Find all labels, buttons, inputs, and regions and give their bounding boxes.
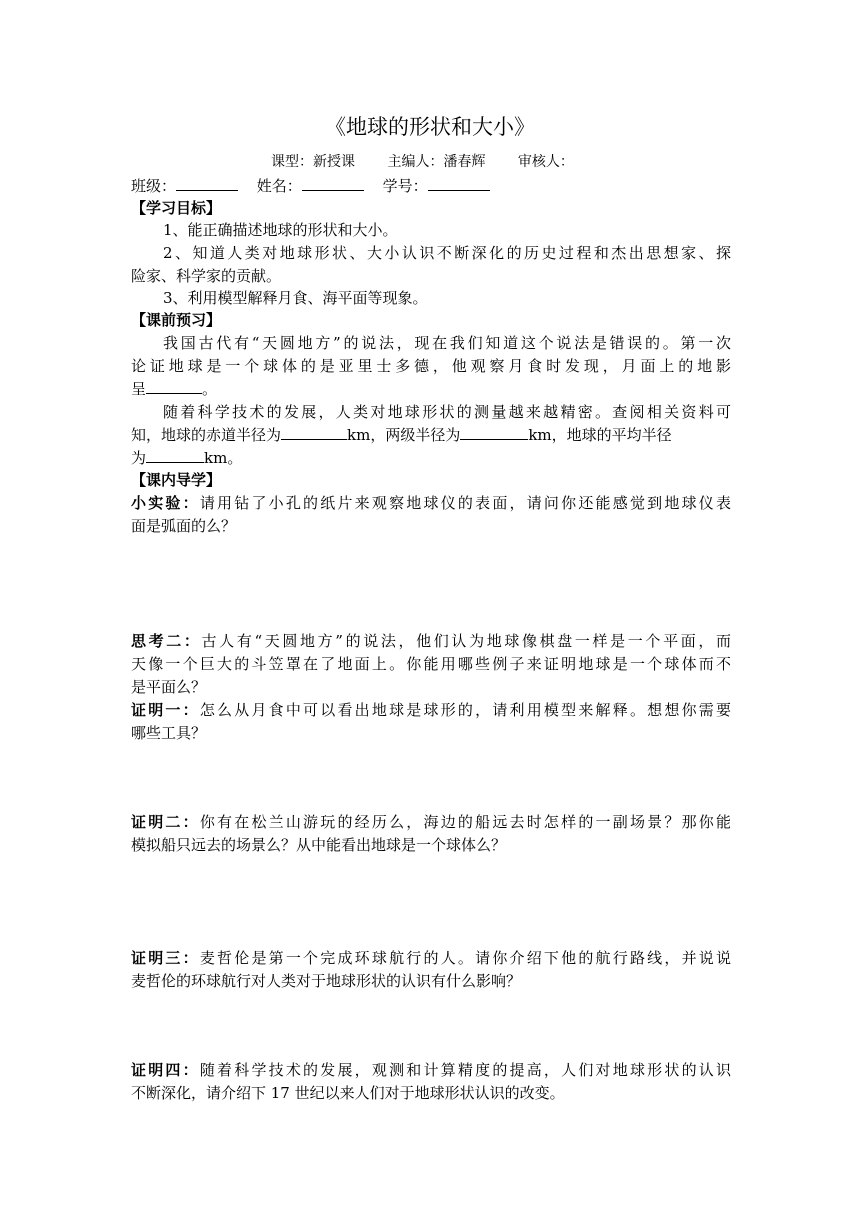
lesson-type: 课型：新授课	[271, 154, 355, 170]
think-line-2: 天像一个巨大的斗笠罩在了地面上。你能用哪些例子来证明地球是一个球体而不	[131, 655, 731, 673]
guide-heading: 【课内导学】	[131, 471, 222, 489]
objectives-heading: 【学习目标】	[131, 199, 222, 217]
proof-3-label: 证明三：	[131, 949, 200, 967]
preview-p2-line-1: 随着科学技术的发展，人类对地球形状的测量越来越精密。查阅相关资料可	[163, 403, 731, 421]
class-label: 班级：	[131, 177, 177, 195]
class-blank[interactable]	[176, 176, 238, 191]
think-line-3: 是平面么？	[131, 678, 207, 696]
experiment-line-2: 面是弧面的么？	[131, 517, 237, 535]
polar-radius-text: km，两级半径为	[347, 426, 461, 444]
proof-1-label: 证明一：	[131, 701, 200, 719]
objective-1: 1、能正确描述地球的形状和大小。	[163, 221, 398, 239]
think-text: 古人有“天圆地方”的说法，他们认为地球像棋盘一样是一个平面，而	[201, 632, 731, 650]
think-line-1	[131, 630, 731, 652]
preview-p1-line-1: 我国古代有“天圆地方”的说法，现在我们知道这个说法是错误的。第一次	[163, 334, 731, 352]
objective-2-line-2: 险家、科学家的贡献。	[131, 267, 282, 285]
proof-3-text: 麦哲伦是第一个完成环球航行的人。请你介绍下他的航行路线，并说说	[199, 949, 731, 967]
proof-2-line-2: 模拟船只远去的场景么？从中能看出地球是一个球体么？	[131, 836, 507, 854]
proof-4-label: 证明四：	[131, 1061, 200, 1079]
earth-shadow-blank[interactable]	[146, 379, 202, 394]
proof-3-line-1	[131, 947, 731, 969]
number-blank[interactable]	[428, 176, 490, 191]
preview-p2-line-2	[131, 424, 731, 446]
reviewer: 审核人：	[517, 154, 574, 170]
preview-p1-end: 。	[202, 380, 218, 398]
think-label: 思考二：	[131, 632, 202, 650]
proof-1-text: 怎么从月食中可以看出地球是球形的，请利用模型来解释。想想你需要	[199, 701, 731, 719]
preview-p1-line-2: 论证地球是一个球体的是亚里士多德，他观察月食时发现，月面上的地影	[131, 357, 731, 375]
equator-radius-text: 知，地球的赤道半径为	[131, 426, 282, 444]
preview-p1-text: 呈	[131, 380, 147, 398]
mean-radius-text: km，地球的平均半径	[528, 426, 672, 444]
page-title: 《地球的形状和大小》	[325, 115, 535, 139]
proof-1-line-2: 哪些工具？	[131, 724, 207, 742]
editor: 主编人：潘春辉	[387, 154, 486, 170]
name-label: 姓名：	[256, 177, 302, 195]
proof-2-text: 你有在松兰山游玩的经历么，海边的船远去时怎样的一副场景？那你能	[199, 813, 731, 831]
document-meta	[271, 152, 602, 172]
experiment-label: 小实验：	[131, 494, 200, 512]
proof-4-line-1	[131, 1059, 731, 1081]
proof-1-line-1	[131, 699, 731, 721]
objective-3: 3、利用模型解释月食、海平面等现象。	[163, 289, 428, 307]
proof-2-label: 证明二：	[131, 813, 200, 831]
student-info-row	[131, 175, 731, 197]
mean-radius-unit: km。	[204, 449, 243, 467]
preview-p2-line-3	[131, 447, 731, 469]
equator-radius-blank[interactable]	[281, 425, 347, 440]
number-label: 学号：	[382, 177, 428, 195]
experiment-text: 请用钻了小孔的纸片来观察地球仪的表面，请问你还能感觉到地球仪表	[199, 494, 731, 512]
name-blank[interactable]	[302, 176, 364, 191]
mean-radius-blank[interactable]	[146, 448, 204, 463]
experiment-line-1	[131, 492, 731, 514]
objective-2-line-1: 2、知道人类对地球形状、大小认识不断深化的历史过程和杰出思想家、探	[163, 244, 731, 262]
preview-heading: 【课前预习】	[131, 311, 222, 329]
mean-radius-prefix: 为	[131, 449, 147, 467]
preview-p1-line-3	[131, 378, 731, 400]
proof-3-line-2: 麦哲伦的环球航行对人类对于地球形状的认识有什么影响？	[131, 972, 522, 990]
proof-2-line-1	[131, 811, 731, 833]
proof-4-text: 随着科学技术的发展，观测和计算精度的提高，人们对地球形状的认识	[199, 1061, 731, 1079]
polar-radius-blank[interactable]	[460, 425, 528, 440]
proof-4-line-2: 不断深化，请介绍下 17 世纪以来人们对于地球形状认识的改变。	[131, 1084, 565, 1102]
